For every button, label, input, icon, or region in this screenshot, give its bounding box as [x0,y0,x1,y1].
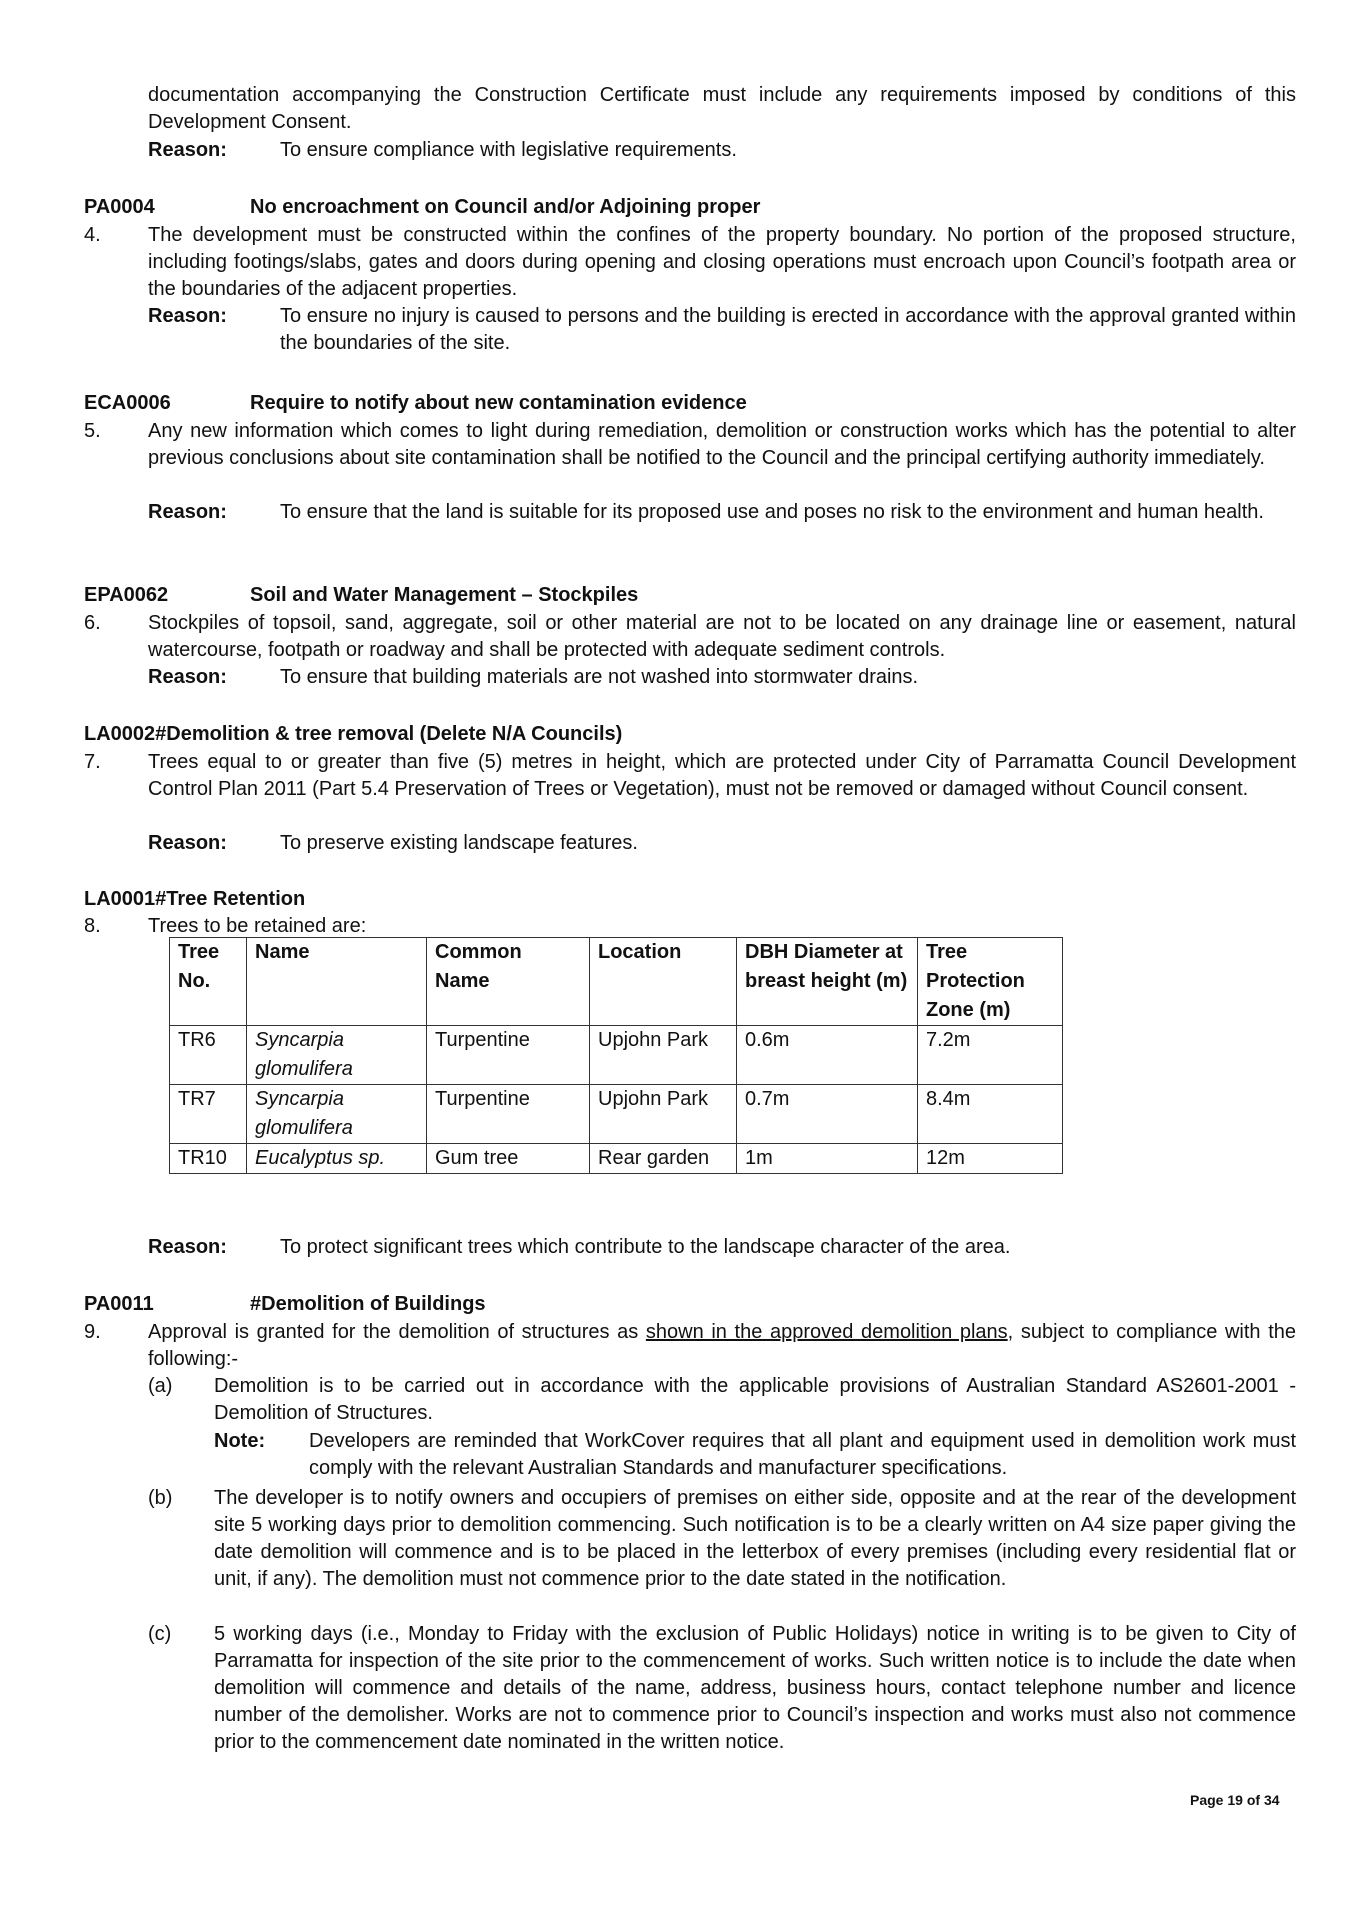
condition-text [148,1319,1296,1373]
condition-text: Trees to be retained are: [148,915,367,937]
reason-label: Reason: [148,305,227,327]
condition-number: 8. [84,915,101,937]
table-row [170,1085,1063,1144]
page-of: of [1242,1792,1264,1808]
condition-text: Stockpiles of topsoil, sand, aggregate, soil or other material are not to be located on any drainage line or easement, natural watercourse, footpath or roadway and shall be protected with adequate sediment controls. [148,612,1296,661]
condition-title: Require to notify about new contamination evidence [250,392,747,414]
cell-common-name: Turpentine [427,1085,590,1144]
text-after: , subject to compliance with the following:- [148,1321,1296,1370]
condition-heading-pa0011 [84,1291,486,1318]
sub-item-label: (b) [148,1487,173,1509]
cell-name: Syncarpia glomulifera [247,1085,427,1144]
sub-item-text: 5 working days (i.e., Monday to Friday with the exclusion of Public Holidays) notice in writing is to be given to City of Parramatta for inspection of the site prior to the commencement of works. Such written notice is to include the date when demolition will commence and details of the name, address, business hours, contact telephone number and licence number of the demolisher. Works are not to commence prior to Council’s inspection and works must also not commence prior to the commencement date nominated in the written notice. [214,1623,1296,1753]
header-common-name: Common Name [427,938,590,1026]
condition-title: No encroachment on Council and/or Adjoining proper [250,196,761,218]
reason-text: To ensure that the land is suitable for its proposed use and poses no risk to the environment and human health. [280,501,1264,523]
condition-code: PA0004 [84,196,155,218]
cell-common-name: Gum tree [427,1144,590,1174]
sub-item-text: Demolition is to be carried out in accordance with the applicable provisions of Australian Standard AS2601-2001 - Demolition of Structures. [214,1375,1296,1424]
cell-dbh: 1m [737,1144,918,1174]
condition-code: EPA0062 [84,584,169,606]
condition-title: #Tree Retention [155,888,306,910]
table-header-row [170,938,1063,1026]
cell-dbh: 0.6m [737,1026,918,1085]
cell-tree-no: TR7 [170,1085,247,1144]
reason-text: To ensure that building materials are not washed into stormwater drains. [280,666,919,688]
cell-tpz: 12m [918,1144,1063,1174]
condition-title: #Demolition of Buildings [250,1293,486,1315]
cell-tree-no: TR10 [170,1144,247,1174]
header-tpz: Tree Protection Zone (m) [918,938,1063,1026]
cell-location: Rear garden [590,1144,737,1174]
table-row [170,1144,1063,1174]
cell-location: Upjohn Park [590,1026,737,1085]
approved-plans-reference: shown in the approved demolition plans [645,1321,1008,1343]
note-text: Developers are reminded that WorkCover requires that all plant and equipment used in demolition work must comply with the relevant Australian Standards and manufacturer specifications. [309,1430,1296,1479]
condition-title: Soil and Water Management – Stockpiles [250,584,639,606]
note-label: Note: [214,1430,266,1452]
cell-tpz: 7.2m [918,1026,1063,1085]
cell-common-name: Turpentine [427,1026,590,1085]
condition-text: The development must be constructed within the confines of the property boundary. No portion of the proposed structure, including footings/slabs, gates and doors during opening and closing operations must encroach upon Council’s footpath area or the boundaries of the adjacent properties. [148,224,1296,300]
condition-number: 7. [84,751,101,773]
condition-number: 4. [84,224,101,246]
reason-label: Reason: [148,832,227,854]
page-number [1190,1787,1280,1814]
table-row [170,1026,1063,1085]
cell-tree-no: TR6 [170,1026,247,1085]
tree-retention-table [169,937,1063,1174]
reason-label: Reason: [148,666,227,688]
text-before: Approval is granted for the demolition of structures as [148,1321,646,1343]
condition-code: PA0011 [84,1293,154,1315]
reason-text: To protect significant trees which contribute to the landscape character of the area. [280,1236,1011,1258]
cell-location: Upjohn Park [590,1085,737,1144]
condition-heading-epa0062 [84,582,638,609]
condition-code: LA0001 [84,888,156,910]
header-dbh: DBH Diameter at breast height (m) [737,938,918,1026]
reason-label: Reason: [148,139,227,161]
sub-item-label: (a) [148,1375,173,1397]
reason-label: Reason: [148,1236,227,1258]
condition-number: 5. [84,420,101,442]
reason-text: To ensure no injury is caused to persons and the building is erected in accordance with the approval granted within the boundaries of the site. [280,305,1296,354]
header-tree-no: Tree No. [170,938,247,1026]
cell-tpz: 8.4m [918,1085,1063,1144]
header-name: Name [247,938,427,1026]
condition-heading-eca0006 [84,390,747,417]
condition-number: 9. [84,1321,101,1343]
reason-text: To ensure compliance with legislative requirements. [280,139,737,161]
header-location: Location [590,938,737,1026]
condition-code: LA0002 [84,723,156,745]
cell-name: Syncarpia glomulifera [247,1026,427,1085]
intro-text: documentation accompanying the Construction Certificate must include any requirements imposed by conditions of this Development Consent. [148,84,1296,133]
reason-text: To preserve existing landscape features. [280,832,638,854]
cell-dbh: 0.7m [737,1085,918,1144]
condition-text: Trees equal to or greater than five (5) metres in height, which are protected under City of Parramatta Council Development Control Plan 2011 (Part 5.4 Preservation of Trees or Vegetation), must not be removed or damaged without Council consent. [148,751,1296,800]
condition-title: #Demolition & tree removal (Delete N/A Councils) [155,723,623,745]
condition-heading-la0002 [84,721,622,748]
condition-text: Any new information which comes to light during remediation, demolition or construction works which has the potential to alter previous conclusions about site contamination shall be notified to the Council and the principal certifying authority immediately. [148,420,1296,469]
condition-code: ECA0006 [84,392,171,414]
sub-item-text: The developer is to notify owners and occupiers of premises on either side, opposite and at the rear of the development site 5 working days prior to demolition commencing. Such notification is to be a clearly written on A4 size paper giving the date demolition will commence and is to be placed in the letterbox of every premises (including every residential flat or unit, if any). The demolition must not commence prior to the date stated in the notification. [214,1487,1296,1590]
cell-name: Eucalyptus sp. [247,1144,427,1174]
condition-number: 6. [84,612,101,634]
current-page: 19 [1227,1792,1243,1808]
sub-item-label: (c) [148,1623,172,1645]
page-prefix: Page [1190,1792,1228,1808]
total-pages: 34 [1263,1792,1280,1808]
condition-heading-pa0004 [84,194,760,221]
condition-heading-la0001 [84,886,305,913]
reason-label: Reason: [148,501,227,523]
